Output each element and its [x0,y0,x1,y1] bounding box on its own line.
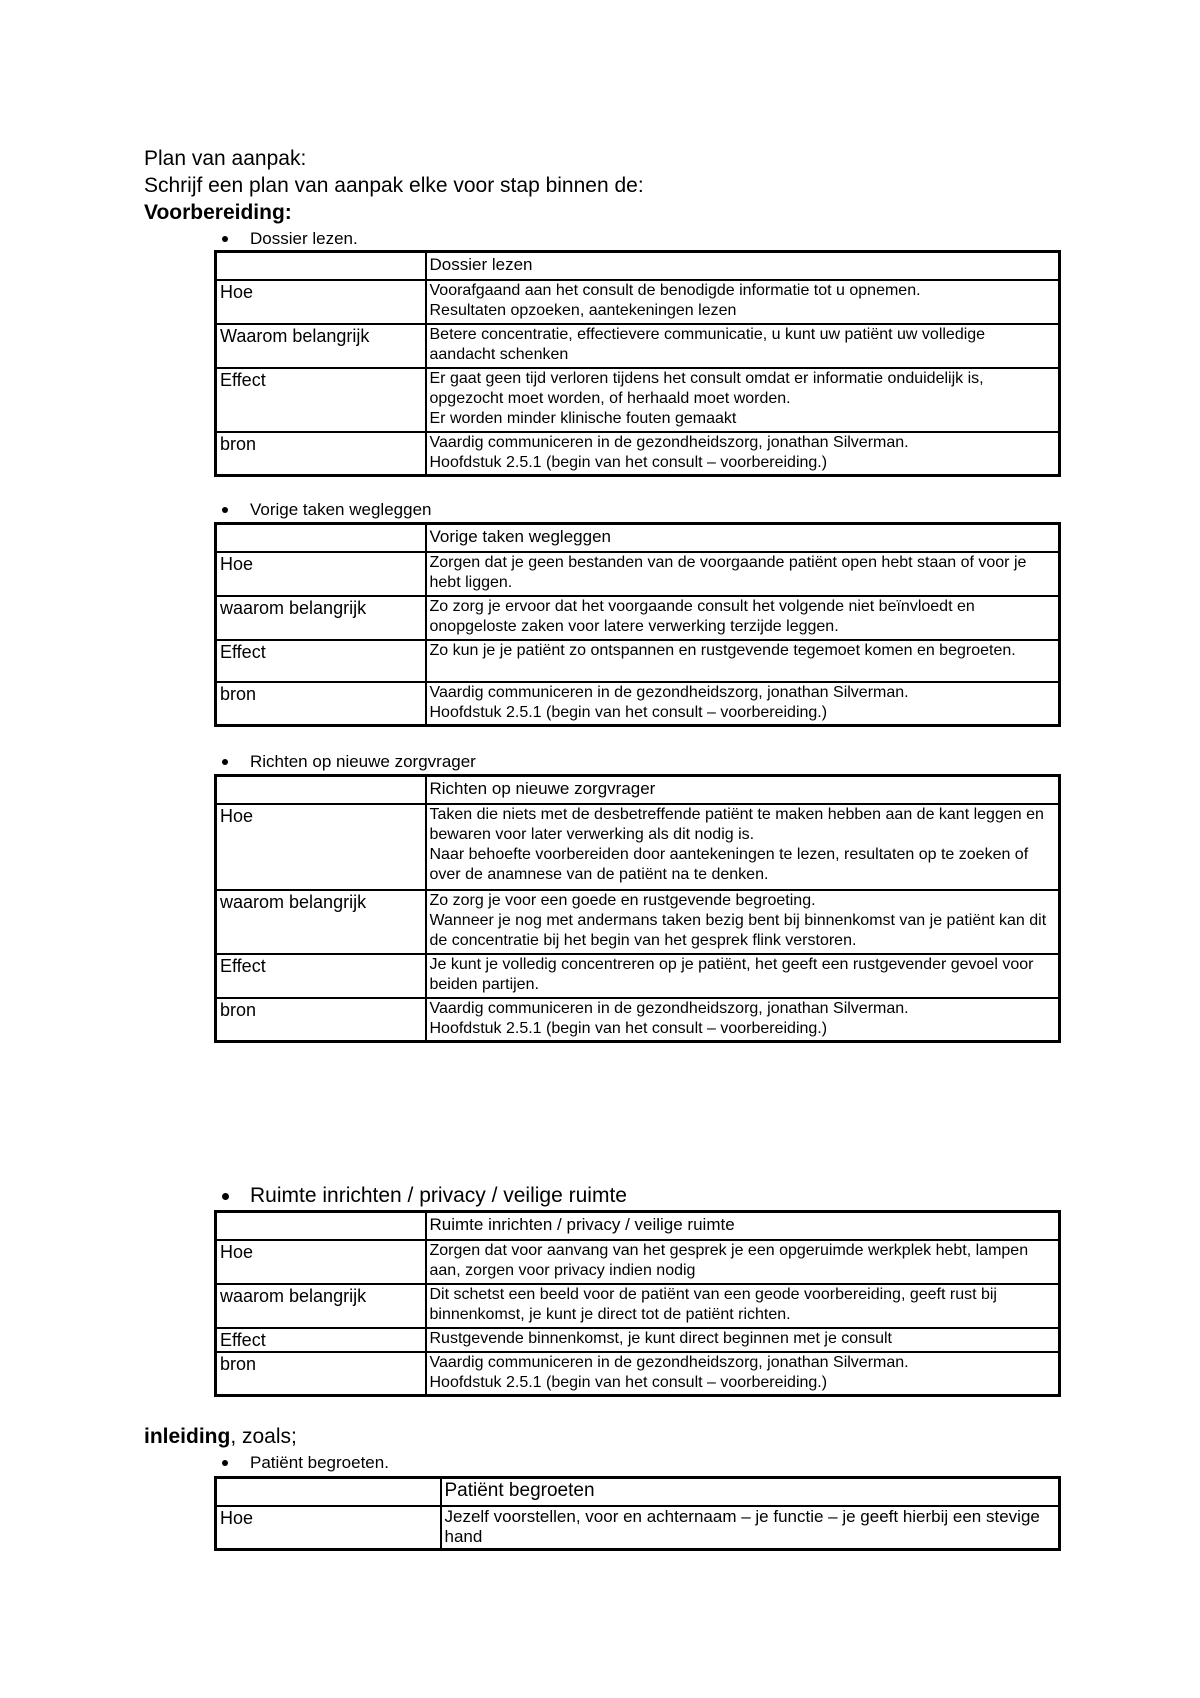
row-text: Taken die niets met de desbetreffende patiënt te maken hebben aan de kant leggen en bewaren voor later verwerking als dit nodig is. Naar behoefte voorbereiden door aantekeningen te lezen, resultaten op te zoeken of over de anamnese van de patiënt na te denken. [426,804,1060,890]
row-text: Betere concentratie, effectievere communicatie, u kunt uw patiënt uw volledige aandacht schenken [426,324,1060,368]
row-label: Effect [216,954,426,998]
empty-cell [216,252,426,280]
section-heading-voorbereiding: Voorbereiding: [144,201,292,224]
table-row [216,432,1060,476]
row-label: waarom belangrijk [216,890,426,954]
row-label: Waarom belangrijk [216,324,426,368]
row-label: Hoe [216,1506,441,1550]
table-row [216,890,1060,954]
table-row [216,998,1060,1042]
table-header: Dossier lezen [426,252,1060,280]
bullet-item: Dossier lezen. [250,229,358,248]
section-heading-rest: , zoals; [230,1425,297,1448]
plan-table-vorige-taken [214,522,1061,727]
table-row [216,640,1060,682]
bullet-item: Patiënt begroeten. [250,1453,389,1472]
row-text: Vaardig communiceren in de gezondheidszorg, jonathan Silverman. Hoofdstuk 2.5.1 (begin van het consult – voorbereiding.) [426,998,1060,1042]
row-text: Je kunt je volledig concentreren op je patiënt, het geeft een rustgevender gevoel voor beiden partijen. [426,954,1060,998]
row-label: bron [216,1352,426,1396]
row-text: Zorgen dat voor aanvang van het gesprek je een opgeruimde werkplek hebt, lampen aan, zorgen voor privacy indien nodig [426,1240,1060,1284]
row-text: Er gaat geen tijd verloren tijdens het consult omdat er informatie onduidelijk is, opgezocht moet worden, of herhaald moet worden. Er worden minder klinische fouten gemaakt [426,368,1060,432]
table-row [216,1240,1060,1284]
row-label: bron [216,682,426,726]
table-row [216,954,1060,998]
table-row [216,804,1060,890]
row-label: waarom belangrijk [216,1284,426,1328]
plan-table-ruimte-inrichten [214,1210,1061,1397]
table-row [216,368,1060,432]
row-text: Dit schetst een beeld voor de patiënt van een geode voorbereiding, geeft rust bij binnenkomst, je kunt je direct tot de patiënt richten. [426,1284,1060,1328]
page-title: Plan van aanpak: [144,147,307,170]
row-text: Vaardig communiceren in de gezondheidszorg, jonathan Silverman. Hoofdstuk 2.5.1 (begin van het consult – voorbereiding.) [426,1352,1060,1396]
table-header-row [216,252,1060,280]
row-text: Zorgen dat je geen bestanden van de voorgaande patiënt open hebt staan of voor je hebt liggen. [426,552,1060,596]
empty-cell [216,1212,426,1240]
table-header: Ruimte inrichten / privacy / veilige ruimte [426,1212,1060,1240]
plan-table-dossier-lezen [214,250,1061,477]
empty-cell [216,1478,441,1506]
row-text: Voorafgaand aan het consult de benodigde informatie tot u opnemen. Resultaten opzoeken, aantekeningen lezen [426,280,1060,324]
section-heading-bold: inleiding [144,1425,231,1448]
table-header: Richten op nieuwe zorgvrager [426,776,1060,804]
row-text: Rustgevende binnenkomst, je kunt direct beginnen met je consult [426,1328,1060,1352]
row-label: Hoe [216,1240,426,1284]
table-row [216,596,1060,640]
row-label: Hoe [216,280,426,324]
bullet-item: Vorige taken wegleggen [250,500,432,519]
table-header-row [216,524,1060,552]
table-header-row [216,1478,1060,1506]
row-label: Hoe [216,552,426,596]
table-header-row [216,776,1060,804]
bullet-item: Ruimte inrichten / privacy / veilige ruimte [250,1184,627,1207]
plan-table-patient-begroeten [214,1476,1061,1551]
row-text: Vaardig communiceren in de gezondheidszorg, jonathan Silverman. Hoofdstuk 2.5.1 (begin van het consult – voorbereiding.) [426,682,1060,726]
section-heading-inleiding [144,1425,297,1449]
table-row [216,324,1060,368]
row-label: waarom belangrijk [216,596,426,640]
plan-table-richten-op-zorgvrager [214,774,1061,1043]
table-row [216,1284,1060,1328]
row-label: Effect [216,640,426,682]
table-row [216,1328,1060,1352]
row-text: Zo zorg je ervoor dat het voorgaande consult het volgende niet beïnvloedt en onopgeloste zaken voor latere verwerking terzijde leggen. [426,596,1060,640]
table-row [216,280,1060,324]
row-label: Effect [216,1328,426,1352]
bullet-item: Richten op nieuwe zorgvrager [250,752,476,771]
row-label: bron [216,432,426,476]
table-row [216,1352,1060,1396]
row-text: Zo zorg je voor een goede en rustgevende begroeting. Wanneer je nog met andermans taken bezig bent bij binnenkomst van je patiënt kan dit de concentratie bij het begin van het gesprek flink verstoren. [426,890,1060,954]
empty-cell [216,776,426,804]
row-label: bron [216,998,426,1042]
table-row [216,1506,1060,1550]
table-header-row [216,1212,1060,1240]
row-label: Hoe [216,804,426,890]
table-row [216,552,1060,596]
page-subtitle: Schrijf een plan van aanpak elke voor stap binnen de: [144,174,644,197]
row-label: Effect [216,368,426,432]
table-header: Vorige taken wegleggen [426,524,1060,552]
table-row [216,682,1060,726]
row-text: Vaardig communiceren in de gezondheidszorg, jonathan Silverman. Hoofdstuk 2.5.1 (begin van het consult – voorbereiding.) [426,432,1060,476]
row-text: Zo kun je je patiënt zo ontspannen en rustgevende tegemoet komen en begroeten. [426,640,1060,682]
table-header: Patiënt begroeten [441,1478,1060,1506]
row-text: Jezelf voorstellen, voor en achternaam – je functie – je geeft hierbij een stevige hand [441,1506,1060,1550]
empty-cell [216,524,426,552]
